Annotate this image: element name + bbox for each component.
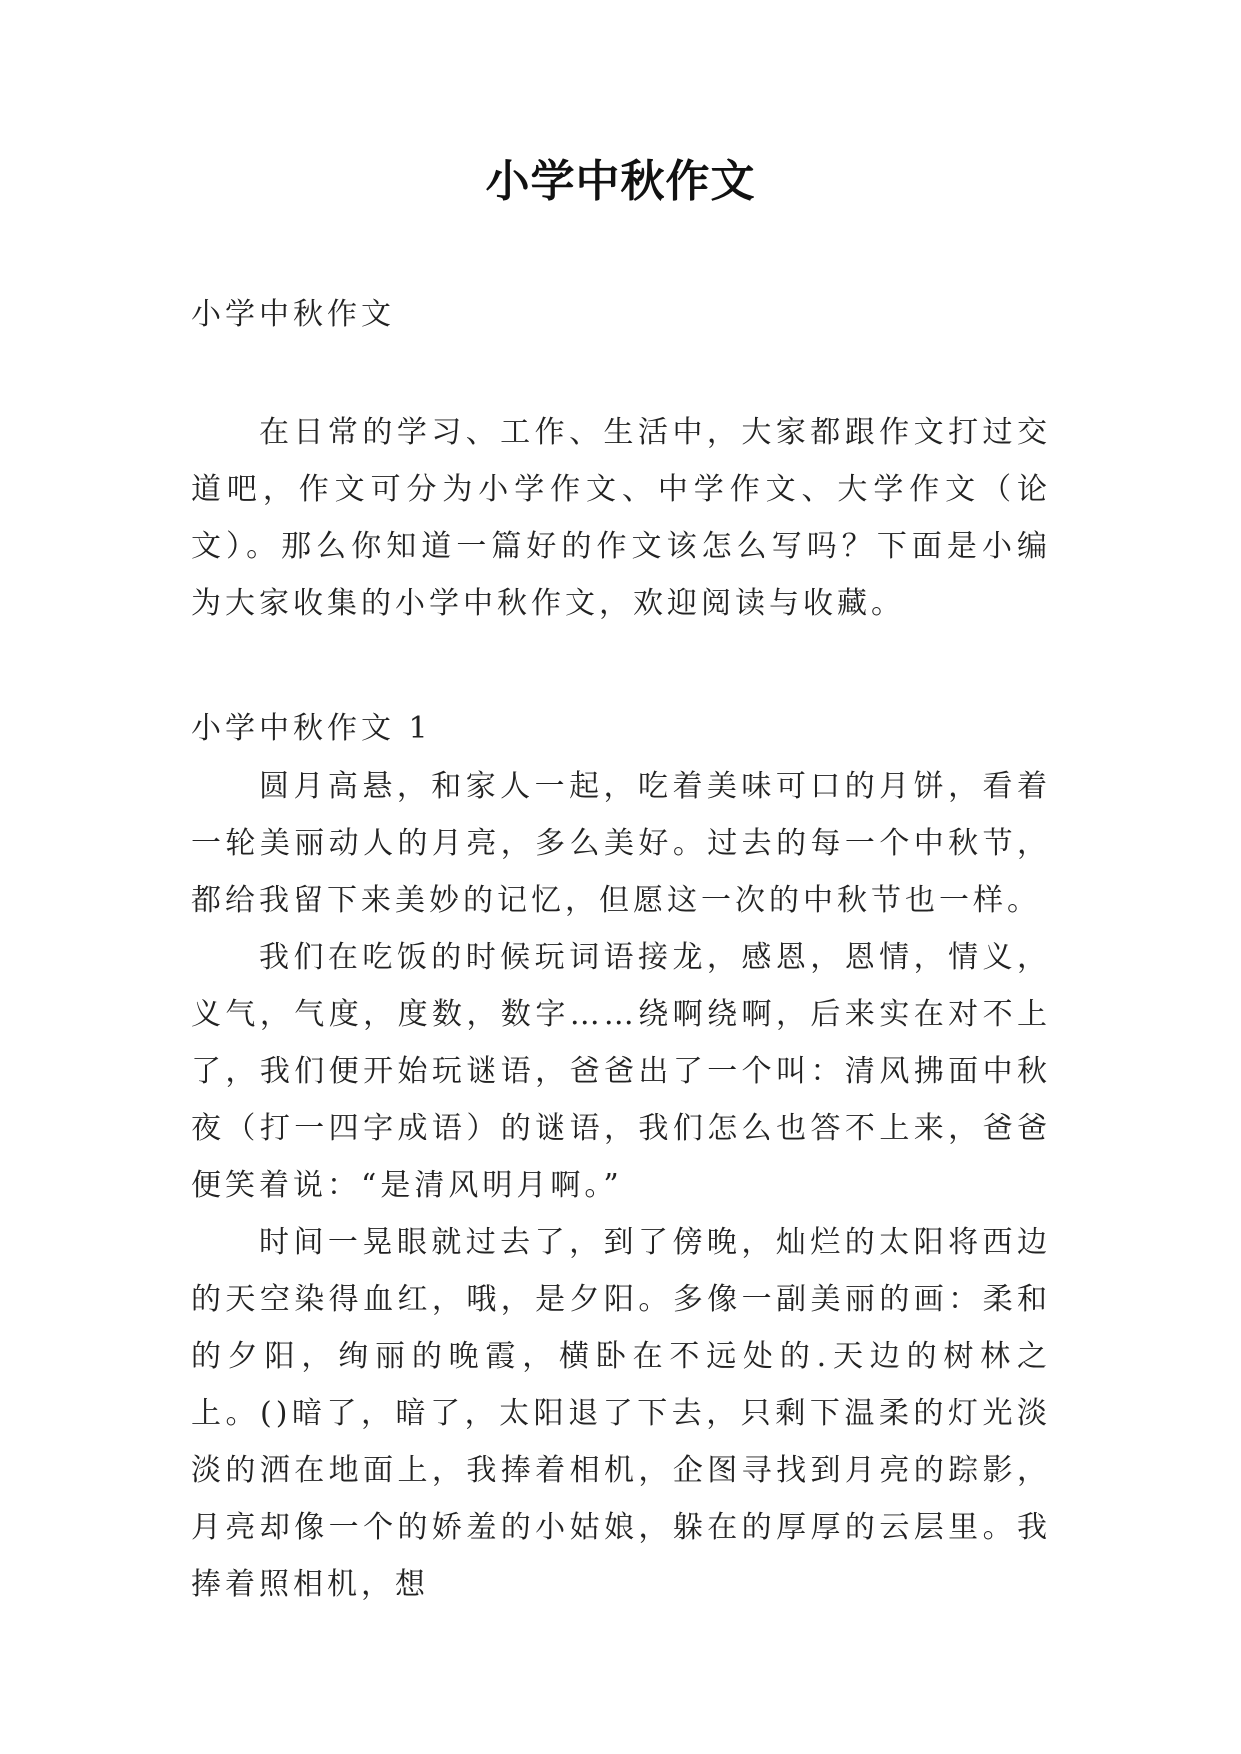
intro-section [191,404,1051,632]
document-subtitle: 小学中秋作文 [191,297,395,332]
essay-1-section [191,700,1051,1613]
essay-1-paragraph-2: 我们在吃饭的时候玩词语接龙，感恩，恩情，情义，义气，气度，度数，数字……绕啊绕啊，后来实在对不上了，我们便开始玩谜语，爸爸出了一个叫：清风拂面中秋夜（打一四字成语）的谜语，我们怎么也答不上来，爸爸便笑着说：“是清风明月啊。” [191,940,1051,1203]
essay-1-paragraph-1: 圆月高悬，和家人一起，吃着美味可口的月饼，看着一轮美丽动人的月亮，多么美好。过去的每一个中秋节，都给我留下来美妙的记忆，但愿这一次的中秋节也一样。 [191,769,1051,918]
document-title: 小学中秋作文 [485,156,756,207]
intro-paragraph: 在日常的学习、工作、生活中，大家都跟作文打过交道吧，作文可分为小学作文、中学作文、大学作文（论文）。那么你知道一篇好的作文该怎么写吗？下面是小编为大家收集的小学中秋作文，欢迎阅读与收藏。 [191,415,1051,621]
essay-1-paragraph-3: 时间一晃眼就过去了，到了傍晚，灿烂的太阳将西边的天空染得血红，哦，是夕阳。多像一副美丽的画：柔和的夕阳，绚丽的晚霞，横卧在不远处的.天边的树林之上。()暗了，暗了，太阳退了下去，只剩下温柔的灯光淡淡的洒在地面上，我捧着相机，企图寻找到月亮的踪影，月亮却像一个的娇羞的小姑娘，躲在的厚厚的云层里。我捧着照相机，想 [191,1225,1051,1602]
essay-1-heading: 小学中秋作文 1 [191,711,432,746]
